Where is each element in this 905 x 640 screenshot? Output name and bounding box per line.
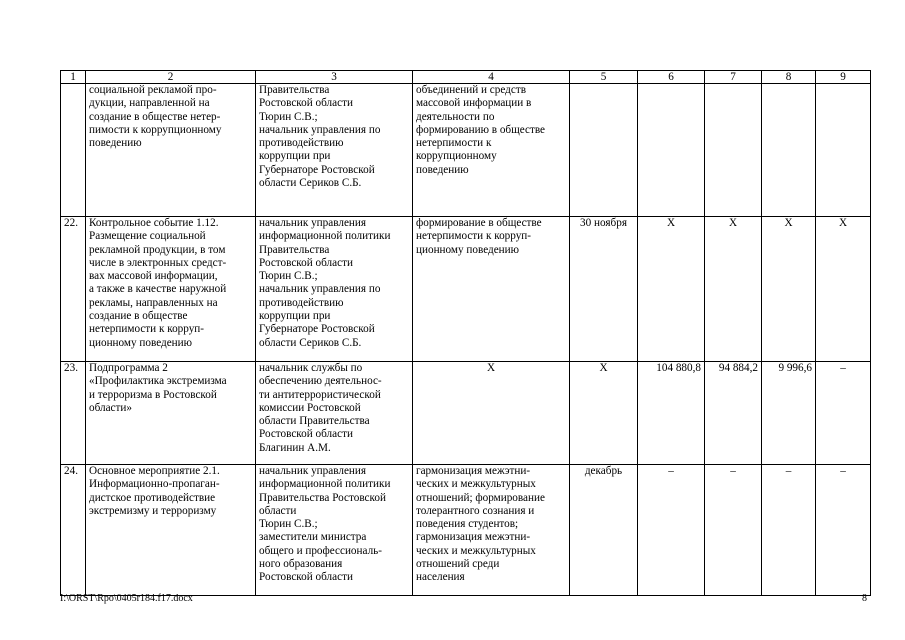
value-col-9 — [816, 84, 871, 217]
file-path: I:\ORST\Rpo\0405r184.f17.docx — [60, 593, 193, 604]
table-row — [61, 217, 871, 362]
deadline: декабрь — [570, 465, 638, 596]
value-col-6 — [638, 84, 705, 217]
row-number: 24. — [61, 465, 86, 596]
value-col-8: Х — [762, 217, 816, 362]
value-col-8: 9 996,6 — [762, 362, 816, 465]
header-row — [61, 71, 871, 84]
table-row — [61, 465, 871, 596]
responsible-person: Правительства Ростовской области Тюрин С.В.; начальник управления по противодействию коррупции при Губернаторе Ростовской области Сериков С.Б. — [256, 84, 413, 217]
header-cell-8: 8 — [762, 71, 816, 84]
header-cell-7: 7 — [705, 71, 762, 84]
responsible-person: начальник управления информационной политики Правительства Ростовской области Тюрин С.В.; начальник управления по противодействию коррупции при Губернаторе Ростовской области Сериков С.Б. — [256, 217, 413, 362]
expected-result: формирование в обществе нетерпимости к корруп- ционному поведению — [413, 217, 570, 362]
value-col-7: – — [705, 465, 762, 596]
event-name: Подпрограмма 2 «Профилактика экстремизма и терроризма в Ростовской области» — [86, 362, 256, 465]
row-number — [61, 84, 86, 217]
expected-result: объединений и средств массовой информации в деятельности по формированию в обществе нетерпимости к коррупционному поведению — [413, 84, 570, 217]
table-row — [61, 84, 871, 217]
value-col-9: Х — [816, 217, 871, 362]
value-col-7 — [705, 84, 762, 217]
responsible-person: начальник управления информационной политики Правительства Ростовской области Тюрин С.В.; заместители министра общего и профессиональ- ного образования Ростовской области — [256, 465, 413, 596]
header-cell-6: 6 — [638, 71, 705, 84]
value-col-6: 104 880,8 — [638, 362, 705, 465]
expected-result: гармонизация межэтни- ческих и межкультурных отношений; формирование толерантного сознания и поведения студентов; гармонизация межэтни- ческих и межкультурных отношений среди населения — [413, 465, 570, 596]
value-col-7: 94 884,2 — [705, 362, 762, 465]
row-number: 22. — [61, 217, 86, 362]
program-table — [60, 70, 871, 596]
deadline — [570, 84, 638, 217]
value-col-9: – — [816, 362, 871, 465]
value-col-9: – — [816, 465, 871, 596]
deadline: 30 ноября — [570, 217, 638, 362]
value-col-8: – — [762, 465, 816, 596]
header-cell-5: 5 — [570, 71, 638, 84]
value-col-6: – — [638, 465, 705, 596]
header-cell-4: 4 — [413, 71, 570, 84]
header-cell-2: 2 — [86, 71, 256, 84]
header-cell-9: 9 — [816, 71, 871, 84]
expected-result: Х — [413, 362, 570, 465]
deadline: Х — [570, 362, 638, 465]
event-name: Контрольное событие 1.12. Размещение социальной рекламной продукции, в том числе в электронных средст- вах массовой информации, а также в качестве наружной рекламы, направленных на создание в обществе нетерпимости к корруп- ционному поведению — [86, 217, 256, 362]
table-row — [61, 362, 871, 465]
responsible-person: начальник службы по обеспечению деятельнос- ти антитеррористической комиссии Ростовской области Правительства Ростовской области Благинин А.М. — [256, 362, 413, 465]
page-number: 8 — [862, 593, 867, 604]
value-col-8 — [762, 84, 816, 217]
row-number: 23. — [61, 362, 86, 465]
value-col-7: Х — [705, 217, 762, 362]
header-cell-1: 1 — [61, 71, 86, 84]
value-col-6: Х — [638, 217, 705, 362]
event-name: социальной рекламой про- дукции, направленной на создание в обществе нетер- пимости к коррупционному поведению — [86, 84, 256, 217]
header-cell-3: 3 — [256, 71, 413, 84]
event-name: Основное мероприятие 2.1. Информационно-пропаган- дистское противодействие экстремизму и терроризму — [86, 465, 256, 596]
